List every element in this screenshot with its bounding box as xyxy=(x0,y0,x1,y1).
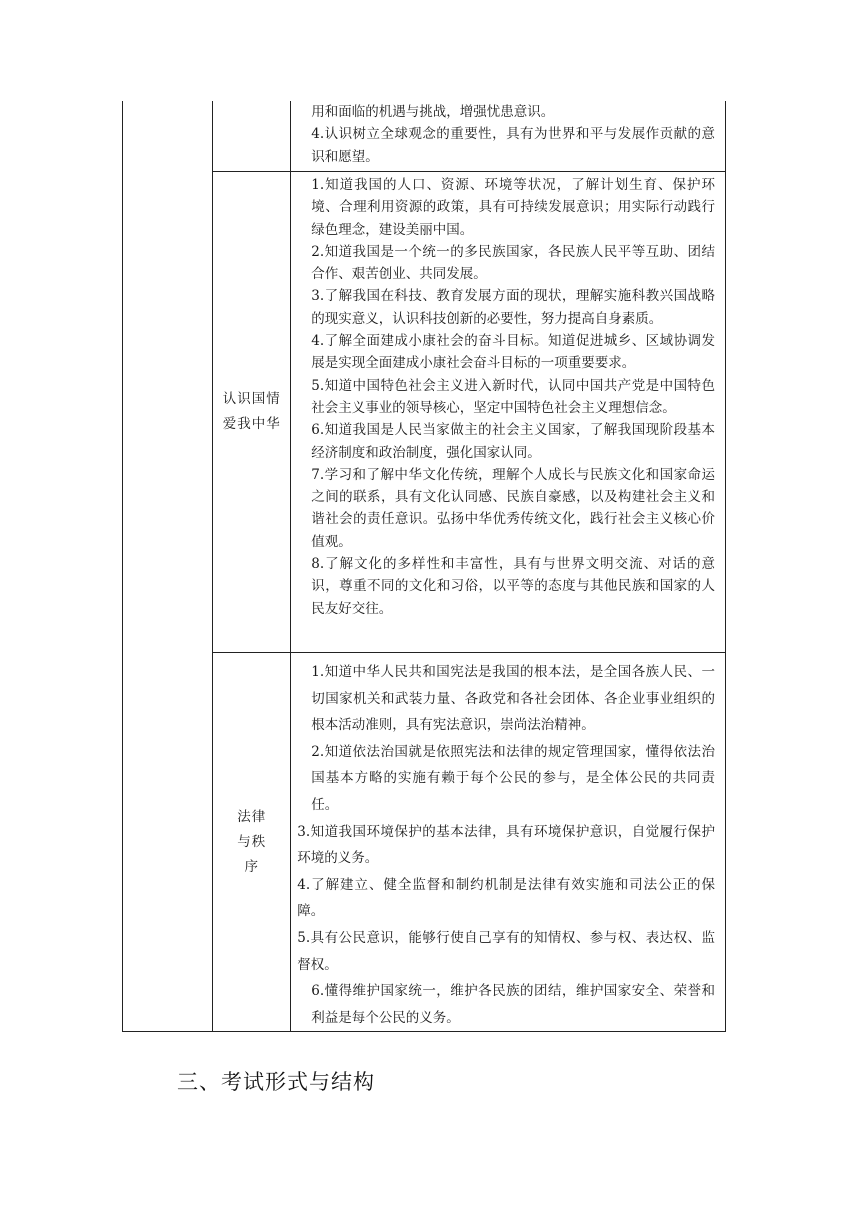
content-cell xyxy=(291,653,726,1032)
topic-label: 法律与秩序 xyxy=(237,808,267,875)
list-item: 1.知道我国的人口、资源、环境等状况，了解计划生育、保护环境、合理利用资源的政策，具有可持续发展意识；用实际行动践行绿色理念，建设美丽中国。 xyxy=(311,177,715,238)
list-item: 7.学习和了解中华文化传统，理解个人成长与民族文化和国家命运之间的联系，具有文化认同感、民族自豪感，以及构建社会主义和谐社会的责任意识。弘扬中华优秀传统文化，践行社会主义核心价值观。 xyxy=(311,466,715,550)
table-row xyxy=(123,653,726,1032)
list-item: 2.知道我国是一个统一的多民族国家，各民族人民平等互助、团结合作、艰苦创业、共同发展。 xyxy=(311,243,715,283)
content-cell xyxy=(291,101,726,172)
list-item: 4.认识树立全球观念的重要性，具有为世界和平与发展作贡献的意识和愿望。 xyxy=(311,126,715,165)
section-heading: 三、考试形式与结构 xyxy=(177,1070,375,1094)
list-item: 4.了解全面建成小康社会的奋斗目标。知道促进城乡、区域协调发展是实现全面建成小康社会奋斗目标的一项重要要求。 xyxy=(311,333,715,372)
content-cell xyxy=(291,172,726,653)
list-item: 6.懂得维护国家统一，维护各民族的团结，维护国家安全、荣誉和利益是每个公民的义务。 xyxy=(311,983,715,1026)
list-item: 8.了解文化的多样性和丰富性，具有与世界文明交流、对话的意识，尊重不同的文化和习俗，以平等的态度与其他民族和国家的人民友好交往。 xyxy=(311,556,715,617)
topic-label: 认识国情爱我中华 xyxy=(222,391,281,432)
curriculum-table xyxy=(122,101,726,1032)
table-row xyxy=(123,101,726,172)
list-item: 1.知道中华人民共和国宪法是我国的根本法，是全国各族人民、一切国家机关和武装力量、各政党和各社会团体、各企业事业组织的根本活动准则，具有宪法意识，崇尚法治精神。 xyxy=(311,664,715,734)
list-item: 2.知道依法治国就是依照宪法和法律的规定管理国家，懂得依法治国基本方略的实施有赖于每个公民的参与，是全体公民的共同责任。 xyxy=(311,743,715,813)
topic-cell xyxy=(213,172,291,653)
list-item: 5.具有公民意识，能够行使自己享有的知情权、参与权、表达权、监督权。 xyxy=(297,929,715,973)
topic-cell xyxy=(213,101,291,172)
list-item: 3.了解我国在科技、教育发展方面的现状，理解实施科教兴国战略的现实意义，认识科技创新的必要性，努力提高自身素质。 xyxy=(311,288,715,327)
list-item: 3.知道我国环境保护的基本法律，具有环境保护意识，自觉履行保护环境的义务。 xyxy=(297,823,715,867)
list-item: 用和面临的机遇与挑战，增强忧患意识。 xyxy=(311,104,555,120)
list-item: 4.了解建立、健全监督和制约机制是法律有效实施和司法公正的保障。 xyxy=(297,876,715,920)
list-item: 5.知道中国特色社会主义进入新时代，认同中国共产党是中国特色社会主义事业的领导核心，坚定中国特色社会主义理想信念。 xyxy=(311,377,715,416)
list-item: 6.知道我国是人民当家做主的社会主义国家，了解我国现阶段基本经济制度和政治制度，强化国家认同。 xyxy=(311,422,715,461)
topic-cell xyxy=(213,653,291,1032)
table-row xyxy=(123,172,726,653)
category-cell xyxy=(123,101,213,1032)
